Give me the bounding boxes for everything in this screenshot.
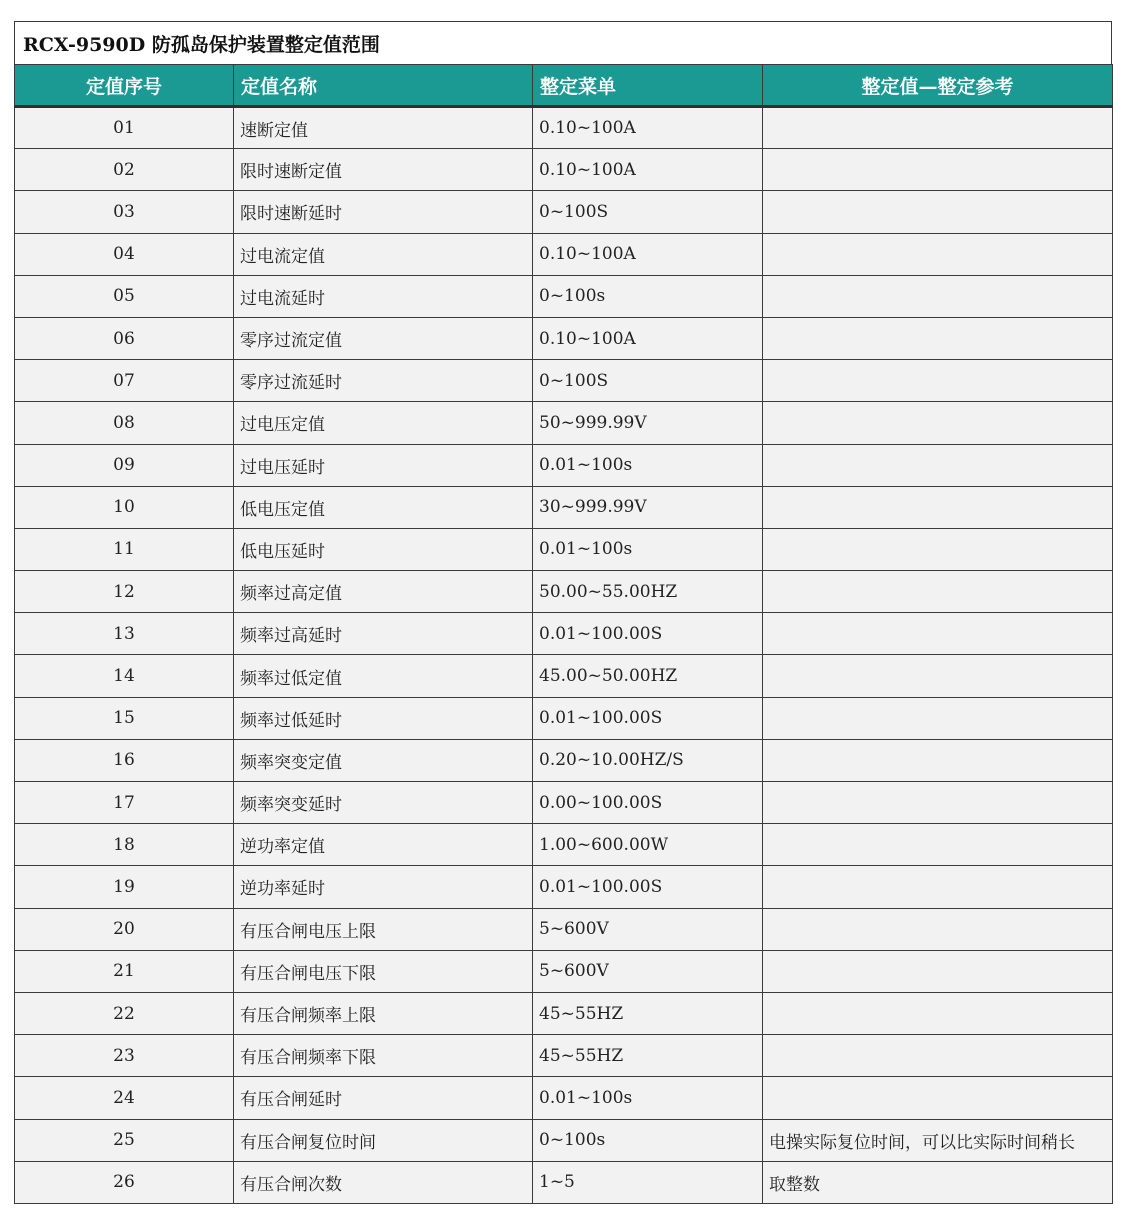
cell-setting-menu: 0.10~100A — [533, 233, 763, 275]
table-row — [15, 444, 1113, 486]
table-row — [15, 402, 1113, 444]
cell-setting-name: 限时速断定值 — [234, 149, 533, 191]
cell-setting-reference — [763, 444, 1113, 486]
cell-setting-name: 有压合闸电压下限 — [234, 950, 533, 992]
cell-setting-reference — [763, 528, 1113, 570]
cell-setting-name: 过电流延时 — [234, 275, 533, 317]
cell-setting-reference — [763, 824, 1113, 866]
cell-setting-name: 速断定值 — [234, 107, 533, 149]
cell-setting-name: 逆功率定值 — [234, 824, 533, 866]
table-row — [15, 697, 1113, 739]
cell-setting-number: 25 — [15, 1119, 234, 1161]
cell-setting-name: 零序过流定值 — [234, 317, 533, 359]
cell-setting-menu: 1~5 — [533, 1161, 763, 1203]
cell-setting-name: 频率过高延时 — [234, 613, 533, 655]
cell-setting-name: 限时速断延时 — [234, 191, 533, 233]
cell-setting-name: 零序过流延时 — [234, 360, 533, 402]
cell-setting-menu: 0.10~100A — [533, 107, 763, 149]
cell-setting-number: 15 — [15, 697, 234, 739]
cell-setting-reference — [763, 402, 1113, 444]
cell-setting-menu: 0.20~10.00HZ/S — [533, 739, 763, 781]
cell-setting-reference: 电操实际复位时间，可以比实际时间稍长 — [763, 1119, 1113, 1161]
cell-setting-reference — [763, 486, 1113, 528]
cell-setting-menu: 0.10~100A — [533, 149, 763, 191]
cell-setting-menu: 0.01~100.00S — [533, 613, 763, 655]
cell-setting-name: 逆功率延时 — [234, 866, 533, 908]
cell-setting-reference — [763, 360, 1113, 402]
cell-setting-number: 11 — [15, 528, 234, 570]
cell-setting-reference — [763, 697, 1113, 739]
cell-setting-menu: 0.01~100s — [533, 1077, 763, 1119]
cell-setting-menu: 0~100s — [533, 1119, 763, 1161]
cell-setting-reference — [763, 571, 1113, 613]
cell-setting-number: 06 — [15, 317, 234, 359]
cell-setting-menu: 1.00~600.00W — [533, 824, 763, 866]
table-row — [15, 1077, 1113, 1119]
cell-setting-name: 有压合闸频率上限 — [234, 992, 533, 1034]
cell-setting-menu: 0.00~100.00S — [533, 782, 763, 824]
table-row — [15, 486, 1113, 528]
cell-setting-number: 16 — [15, 739, 234, 781]
cell-setting-menu: 0~100S — [533, 360, 763, 402]
cell-setting-reference — [763, 275, 1113, 317]
cell-setting-number: 02 — [15, 149, 234, 191]
cell-setting-reference — [763, 739, 1113, 781]
cell-setting-number: 21 — [15, 950, 234, 992]
cell-setting-name: 低电压定值 — [234, 486, 533, 528]
cell-setting-number: 03 — [15, 191, 234, 233]
cell-setting-number: 20 — [15, 908, 234, 950]
header-setting-number: 定值序号 — [15, 65, 234, 107]
table-row — [15, 191, 1113, 233]
cell-setting-menu: 0.01~100.00S — [533, 866, 763, 908]
cell-setting-reference — [763, 866, 1113, 908]
table-row — [15, 149, 1113, 191]
cell-setting-reference — [763, 1035, 1113, 1077]
table-body — [15, 107, 1113, 1204]
cell-setting-number: 05 — [15, 275, 234, 317]
cell-setting-reference — [763, 782, 1113, 824]
cell-setting-number: 07 — [15, 360, 234, 402]
cell-setting-number: 13 — [15, 613, 234, 655]
cell-setting-number: 24 — [15, 1077, 234, 1119]
cell-setting-name: 有压合闸频率下限 — [234, 1035, 533, 1077]
cell-setting-menu: 45~55HZ — [533, 992, 763, 1034]
cell-setting-menu: 0.01~100s — [533, 528, 763, 570]
cell-setting-number: 22 — [15, 992, 234, 1034]
table-header-row — [15, 65, 1113, 107]
cell-setting-menu: 50.00~55.00HZ — [533, 571, 763, 613]
cell-setting-name: 有压合闸次数 — [234, 1161, 533, 1203]
cell-setting-menu: 0~100S — [533, 191, 763, 233]
table-row — [15, 866, 1113, 908]
table-row — [15, 739, 1113, 781]
cell-setting-number: 18 — [15, 824, 234, 866]
cell-setting-menu: 5~600V — [533, 908, 763, 950]
cell-setting-reference — [763, 1077, 1113, 1119]
settings-table — [14, 64, 1113, 1204]
table-row — [15, 1119, 1113, 1161]
cell-setting-reference — [763, 317, 1113, 359]
cell-setting-menu: 0~100s — [533, 275, 763, 317]
document-title: RCX-9590D 防孤岛保护装置整定值范围 — [14, 21, 1112, 64]
cell-setting-name: 频率过低延时 — [234, 697, 533, 739]
header-setting-reference: 整定值—整定参考 — [763, 65, 1113, 107]
cell-setting-reference — [763, 908, 1113, 950]
cell-setting-name: 频率过低定值 — [234, 655, 533, 697]
cell-setting-number: 08 — [15, 402, 234, 444]
table-row — [15, 528, 1113, 570]
table-row — [15, 571, 1113, 613]
table-row — [15, 950, 1113, 992]
cell-setting-name: 有压合闸复位时间 — [234, 1119, 533, 1161]
cell-setting-menu: 0.01~100s — [533, 444, 763, 486]
cell-setting-name: 低电压延时 — [234, 528, 533, 570]
cell-setting-name: 频率突变延时 — [234, 782, 533, 824]
header-setting-name: 定值名称 — [234, 65, 533, 107]
table-row — [15, 908, 1113, 950]
cell-setting-menu: 45~55HZ — [533, 1035, 763, 1077]
table-row — [15, 275, 1113, 317]
cell-setting-reference — [763, 149, 1113, 191]
cell-setting-reference — [763, 107, 1113, 149]
cell-setting-number: 09 — [15, 444, 234, 486]
cell-setting-menu: 30~999.99V — [533, 486, 763, 528]
cell-setting-number: 01 — [15, 107, 234, 149]
cell-setting-number: 26 — [15, 1161, 234, 1203]
cell-setting-name: 频率突变定值 — [234, 739, 533, 781]
cell-setting-reference — [763, 191, 1113, 233]
table-row — [15, 992, 1113, 1034]
settings-document — [14, 21, 1112, 1204]
cell-setting-reference — [763, 233, 1113, 275]
cell-setting-reference — [763, 950, 1113, 992]
cell-setting-number: 17 — [15, 782, 234, 824]
table-row — [15, 233, 1113, 275]
cell-setting-menu: 45.00~50.00HZ — [533, 655, 763, 697]
cell-setting-name: 过电压延时 — [234, 444, 533, 486]
table-row — [15, 824, 1113, 866]
header-setting-menu: 整定菜单 — [533, 65, 763, 107]
cell-setting-number: 23 — [15, 1035, 234, 1077]
table-row — [15, 1161, 1113, 1203]
cell-setting-name: 有压合闸电压上限 — [234, 908, 533, 950]
cell-setting-name: 频率过高定值 — [234, 571, 533, 613]
cell-setting-number: 19 — [15, 866, 234, 908]
table-row — [15, 655, 1113, 697]
cell-setting-name: 过电压定值 — [234, 402, 533, 444]
table-row — [15, 360, 1113, 402]
cell-setting-menu: 0.10~100A — [533, 317, 763, 359]
cell-setting-number: 10 — [15, 486, 234, 528]
table-row — [15, 1035, 1113, 1077]
cell-setting-menu: 50~999.99V — [533, 402, 763, 444]
cell-setting-name: 过电流定值 — [234, 233, 533, 275]
cell-setting-reference — [763, 655, 1113, 697]
cell-setting-reference — [763, 613, 1113, 655]
table-row — [15, 613, 1113, 655]
cell-setting-menu: 0.01~100.00S — [533, 697, 763, 739]
cell-setting-name: 有压合闸延时 — [234, 1077, 533, 1119]
cell-setting-number: 04 — [15, 233, 234, 275]
cell-setting-reference: 取整数 — [763, 1161, 1113, 1203]
table-row — [15, 317, 1113, 359]
cell-setting-reference — [763, 992, 1113, 1034]
table-row — [15, 107, 1113, 149]
cell-setting-number: 14 — [15, 655, 234, 697]
cell-setting-menu: 5~600V — [533, 950, 763, 992]
cell-setting-number: 12 — [15, 571, 234, 613]
table-row — [15, 782, 1113, 824]
